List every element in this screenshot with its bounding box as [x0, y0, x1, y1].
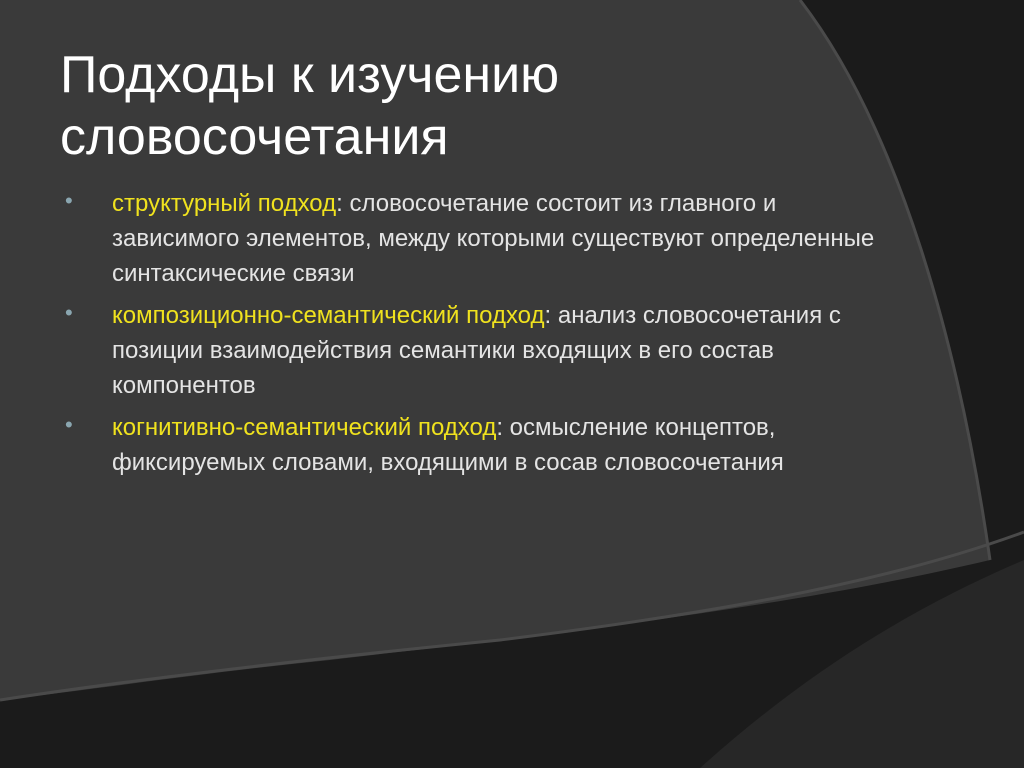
bullet-item-structural — [62, 186, 882, 291]
bullet-term: когнитивно-семантический подход — [112, 414, 497, 441]
slide-title — [60, 44, 960, 168]
slide-title-line-1: Подходы к изучению — [60, 46, 560, 104]
slide-title-line-2: словосочетания — [60, 108, 449, 166]
bullet-text: : осмысление концептов, фиксируемых словами, входящими в сосав словосочетания — [112, 414, 784, 476]
bullet-dot-icon: • — [65, 188, 73, 213]
bullet-term: структурный подход — [112, 190, 337, 217]
bullet-item-compositional — [62, 298, 882, 403]
bullet-text: : анализ словосочетания с позиции взаимодействия семантики входящих в его состав компонентов — [112, 302, 841, 399]
bullet-term: композиционно-семантический подход — [112, 302, 545, 329]
bullet-list — [62, 186, 882, 487]
bullet-item-cognitive — [62, 410, 882, 480]
bullet-dot-icon: • — [65, 412, 73, 437]
bullet-text: : словосочетание состоит из главного и зависимого элементов, между которыми существуют определенные синтаксические связи — [112, 190, 875, 287]
bullet-dot-icon: • — [65, 300, 73, 325]
